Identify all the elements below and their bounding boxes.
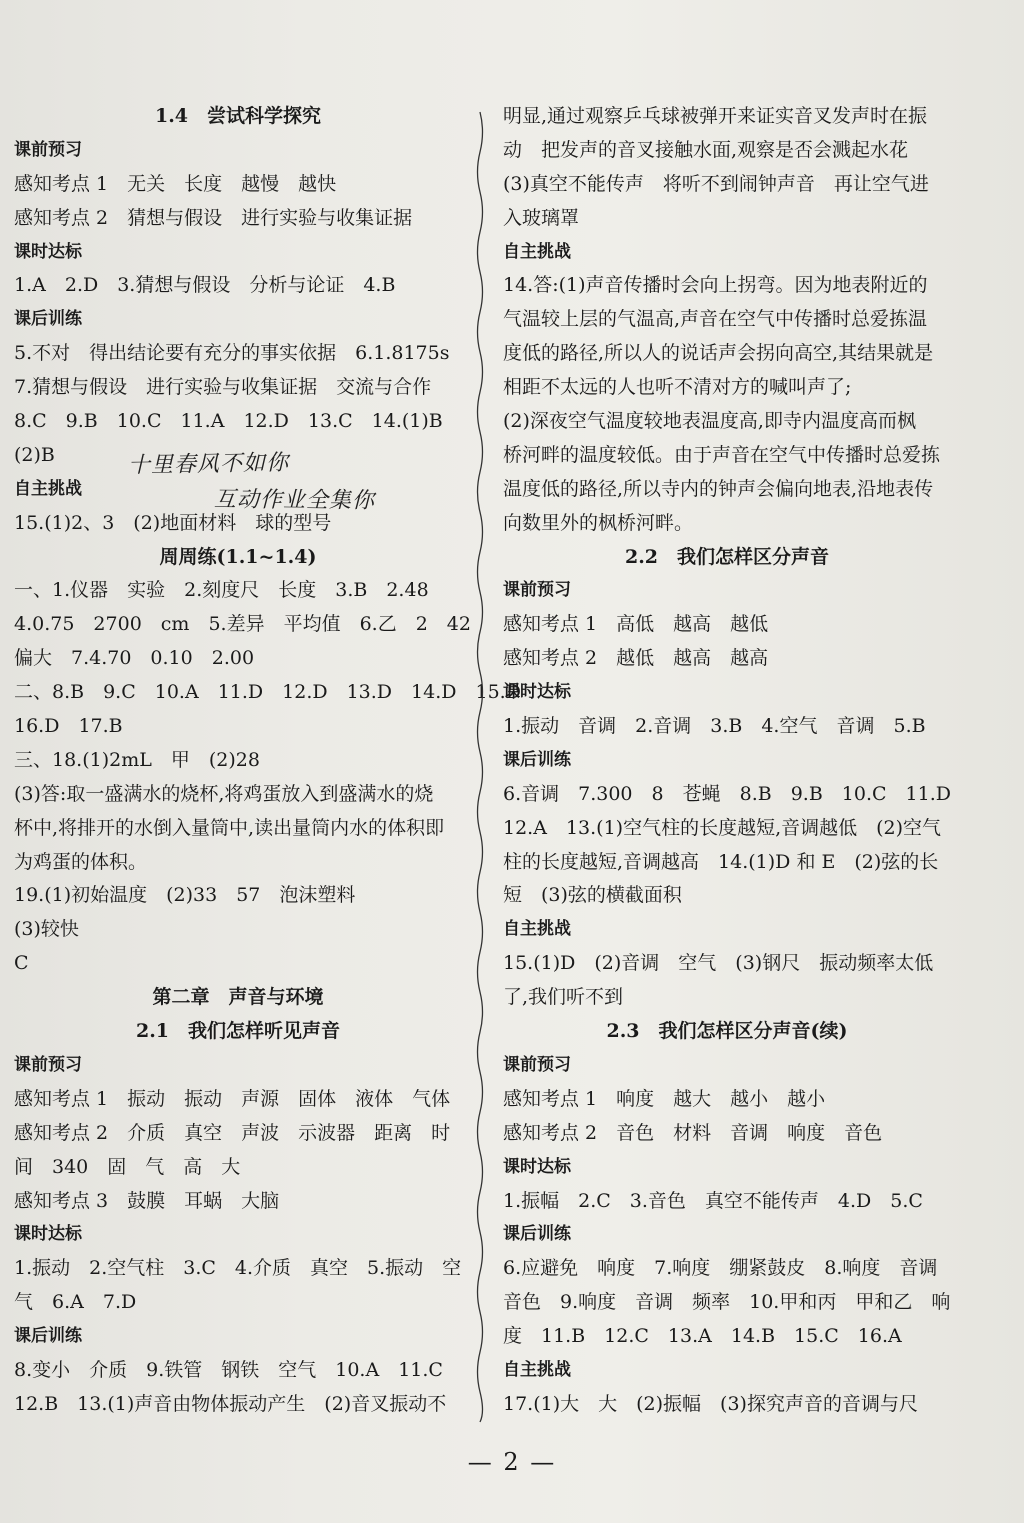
answer-line: (3)较快 xyxy=(14,918,79,941)
answer-line: 感知考点 1 无关 长度 越慢 越快 xyxy=(14,172,337,195)
answer-line: 柱的长度越短,音调越高 14.(1)D 和 E (2)弦的长 xyxy=(503,850,939,873)
section-heading: 课后训练 xyxy=(503,1224,571,1245)
section-heading: 课后训练 xyxy=(14,1326,82,1347)
section-title: 周周练(1.1~1.4) xyxy=(159,545,317,568)
answer-line: 温度低的路径,所以寺内的钟声会偏向地表,沿地表传 xyxy=(503,477,934,500)
answer-line: 动 把发声的音叉接触水面,观察是否会溅起水花 xyxy=(503,138,909,161)
section-title: 2.2 我们怎样区分声音 xyxy=(624,545,830,568)
answer-line: 明显,通过观察乒乓球被弹开来证实音叉发声时在振 xyxy=(503,105,928,127)
answer-line: 气 6.A 7.D xyxy=(14,1291,137,1314)
answer-line: 感知考点 1 高低 越高 越低 xyxy=(503,613,769,636)
answer-line: 入玻璃罩 xyxy=(503,206,580,229)
answer-line: 16.D 17.B xyxy=(14,715,123,738)
section-heading: 自主挑战 xyxy=(503,919,571,940)
answer-line: 感知考点 2 越低 越高 越高 xyxy=(503,647,769,670)
answer-line: 桥河畔的温度较低。由于声音在空气中传播时总爱拣 xyxy=(503,443,941,466)
answer-line: 14.答:(1)声音传播时会向上拐弯。因为地表附近的 xyxy=(503,274,928,297)
section-heading: 自主挑战 xyxy=(14,478,82,499)
page-number: — 2 — xyxy=(467,1448,557,1476)
answer-line: 1.振动 2.空气柱 3.C 4.介质 真空 5.振动 空 xyxy=(14,1257,462,1280)
answer-line: C xyxy=(14,952,29,975)
answer-line: 19.(1)初始温度 (2)33 57 泡沫塑料 xyxy=(14,884,356,907)
answer-line: 8.C 9.B 10.C 11.A 12.D 13.C 14.(1)B xyxy=(14,410,443,433)
handwritten-note-2: 互动作业全集你 xyxy=(213,487,376,514)
answer-line: (2)B xyxy=(14,443,55,466)
section-heading: 课前预习 xyxy=(503,1054,571,1075)
answer-line: 15.(1)D (2)音调 空气 (3)钢尺 振动频率太低 xyxy=(503,952,934,975)
section-heading: 自主挑战 xyxy=(503,241,571,262)
answer-line: 12.A 13.(1)空气柱的长度越短,音调越低 (2)空气 xyxy=(503,816,942,839)
answer-line: 三、18.(1)2mL 甲 (2)28 xyxy=(14,748,260,771)
answer-line: 感知考点 2 介质 真空 声波 示波器 距离 时 xyxy=(14,1121,451,1144)
section-heading: 自主挑战 xyxy=(503,1359,571,1380)
answer-line: 间 340 固 气 高 大 xyxy=(14,1155,241,1178)
answer-line: 短 (3)弦的横截面积 xyxy=(503,884,682,907)
answer-line: 偏大 7.4.70 0.10 2.00 xyxy=(14,647,255,670)
answer-line: (2)深夜空气温度较地表温度高,即寺内温度高而枫 xyxy=(503,410,916,433)
answer-line: 5.不对 得出结论要有充分的事实依据 6.1.8175s xyxy=(14,342,450,365)
left-column xyxy=(14,100,521,1422)
answer-line: 1.振动 音调 2.音调 3.B 4.空气 音调 5.B xyxy=(503,715,926,738)
answer-line: 15.(1)2、3 (2)地面材料 球的型号 xyxy=(14,511,332,534)
answer-line: 7.猜想与假设 进行实验与收集证据 交流与合作 xyxy=(14,376,432,399)
answer-line: 17.(1)大 大 (2)振幅 (3)探究声音的音调与尺 xyxy=(503,1392,918,1415)
section-heading: 课前预习 xyxy=(14,1054,82,1075)
section-title: 1.4 尝试科学探究 xyxy=(154,105,322,127)
answer-line: 感知考点 1 响度 越大 越小 越小 xyxy=(503,1087,826,1110)
right-column xyxy=(503,100,951,1422)
answer-line: (3)真空不能传声 将听不到闹钟声音 再让空气进 xyxy=(503,172,929,195)
section-heading: 课后训练 xyxy=(14,309,82,330)
answer-line: 杯中,将排开的水倒入量筒中,读出量筒内水的体积即 xyxy=(14,816,445,839)
answer-line: 向数里外的枫桥河畔。 xyxy=(503,511,694,534)
answer-line: 一、1.仪器 实验 2.刻度尺 长度 3.B 2.48 xyxy=(14,579,429,602)
answer-line: 为鸡蛋的体积。 xyxy=(14,850,148,873)
answer-line: 6.音调 7.300 8 苍蝇 8.B 9.B 10.C 11.D xyxy=(503,782,951,805)
column-divider xyxy=(473,112,487,1422)
section-title: 2.1 我们怎样听见声音 xyxy=(135,1020,341,1043)
answer-line: 度低的路径,所以人的说话声会拐向高空,其结果就是 xyxy=(503,342,934,365)
section-heading: 课后训练 xyxy=(503,749,571,770)
answer-line: 二、8.B 9.C 10.A 11.D 12.D 13.D 14.D 15.D xyxy=(14,681,521,704)
section-heading: 课时达标 xyxy=(503,682,571,703)
answer-line: 了,我们听不到 xyxy=(503,986,624,1009)
answer-line: 1.A 2.D 3.猜想与假设 分析与论证 4.B xyxy=(14,274,396,297)
answer-line: 气温较上层的气温高,声音在空气中传播时总爱拣温 xyxy=(503,308,928,331)
answer-line: 4.0.75 2700 cm 5.差异 平均值 6.乙 2 42 xyxy=(14,613,471,636)
answer-line: 感知考点 3 鼓膜 耳蜗 大脑 xyxy=(14,1189,280,1212)
answer-line: 感知考点 1 振动 振动 声源 固体 液体 气体 xyxy=(14,1087,451,1110)
handwritten-note-1: 十里春风不如你 xyxy=(127,450,290,479)
answer-line: 1.振幅 2.C 3.音色 真空不能传声 4.D 5.C xyxy=(503,1189,923,1212)
section-title: 第二章 声音与环境 xyxy=(152,986,324,1009)
answer-line: 相距不太远的人也听不清对方的喊叫声了; xyxy=(503,376,852,399)
answer-line: 12.B 13.(1)声音由物体振动产生 (2)音叉振动不 xyxy=(14,1392,447,1415)
section-heading: 课前预习 xyxy=(503,580,571,601)
answer-line: 感知考点 2 音色 材料 音调 响度 音色 xyxy=(503,1121,883,1144)
section-title: 2.3 我们怎样区分声音(续) xyxy=(606,1020,848,1043)
answer-line: 6.应避免 响度 7.响度 绷紧鼓皮 8.响度 音调 xyxy=(503,1257,938,1280)
answer-line: 音色 9.响度 音调 频率 10.甲和丙 甲和乙 响 xyxy=(503,1291,951,1314)
answer-line: (3)答:取一盛满水的烧杯,将鸡蛋放入到盛满水的烧 xyxy=(14,782,434,805)
section-heading: 课时达标 xyxy=(14,1224,82,1245)
section-heading: 课时达标 xyxy=(14,241,82,262)
answer-line: 度 11.B 12.C 13.A 14.B 15.C 16.A xyxy=(503,1325,902,1348)
answer-line: 8.变小 介质 9.铁管 钢铁 空气 10.A 11.C xyxy=(14,1358,443,1381)
answer-line: 感知考点 2 猜想与假设 进行实验与收集证据 xyxy=(14,206,413,229)
section-heading: 课前预习 xyxy=(14,139,82,160)
section-heading: 课时达标 xyxy=(503,1156,571,1177)
